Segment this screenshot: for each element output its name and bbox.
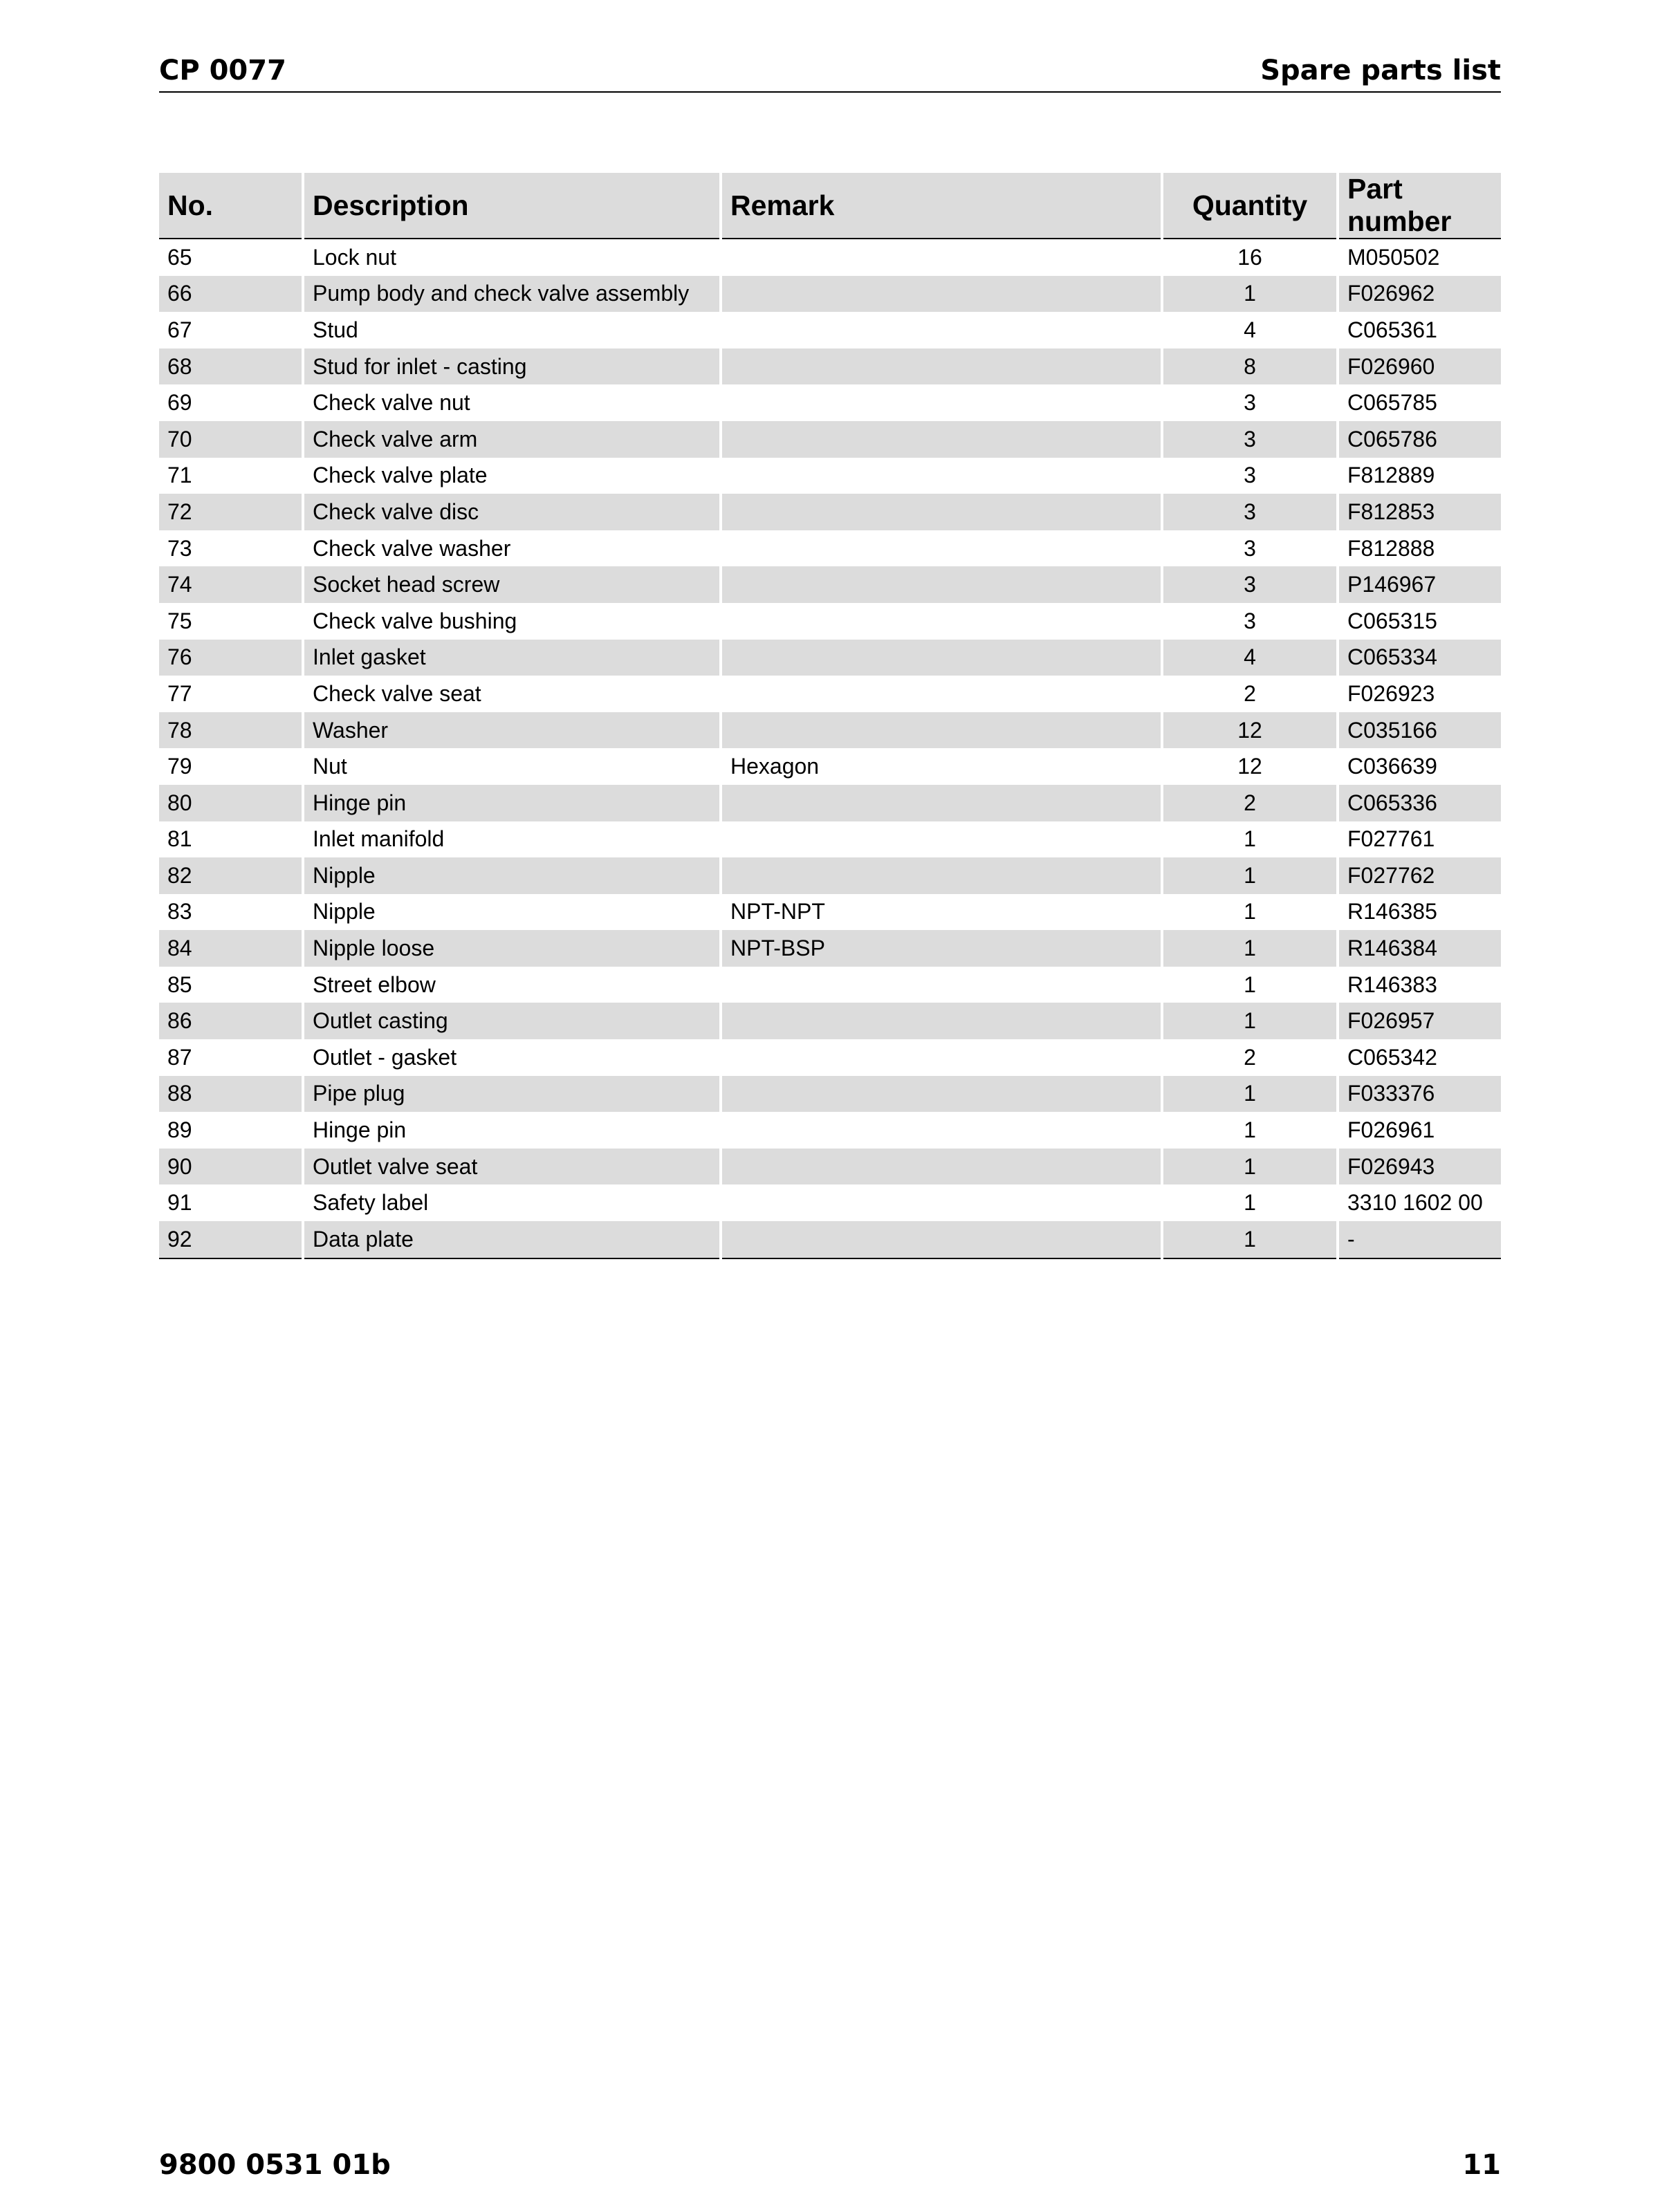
cell-description: Check valve nut bbox=[303, 384, 721, 421]
cell-remark bbox=[721, 857, 1162, 894]
cell-remark bbox=[721, 676, 1162, 712]
cell-description: Street elbow bbox=[303, 967, 721, 1003]
cell-part-number: C065315 bbox=[1347, 608, 1437, 633]
table-row bbox=[159, 640, 1501, 676]
cell-part-number: R146385 bbox=[1347, 899, 1437, 924]
table-row bbox=[159, 676, 1501, 712]
cell-description: Nipple bbox=[303, 857, 721, 894]
cell-description: Hinge pin bbox=[303, 1112, 721, 1149]
table-row bbox=[159, 348, 1501, 385]
table-row bbox=[159, 1076, 1501, 1113]
cell-quantity: 3 bbox=[1162, 566, 1338, 603]
cell-part-number: F026957 bbox=[1338, 1003, 1501, 1039]
cell-quantity: 2 bbox=[1162, 785, 1338, 821]
cell-no: 84 bbox=[159, 930, 303, 967]
cell-description: Pipe plug bbox=[303, 1076, 721, 1113]
cell-remark bbox=[721, 1039, 1162, 1076]
cell-part-number: F026960 bbox=[1338, 348, 1501, 385]
cell-description: Lock nut bbox=[303, 239, 721, 276]
cell-description: Check valve plate bbox=[303, 458, 721, 494]
cell-part-number: C065336 bbox=[1338, 785, 1501, 821]
cell-part-number: F812889 bbox=[1347, 463, 1435, 488]
column-header-part-number: Part number bbox=[1338, 173, 1501, 239]
cell-remark bbox=[721, 384, 1162, 421]
table-row bbox=[159, 1112, 1501, 1149]
cell-no: 86 bbox=[159, 1003, 303, 1039]
cell-part-number: P146967 bbox=[1338, 566, 1501, 603]
cell-remark bbox=[721, 603, 1162, 640]
page-number: 11 bbox=[1462, 2149, 1501, 2181]
cell-no: 80 bbox=[159, 785, 303, 821]
table-row bbox=[159, 967, 1501, 1003]
cell-description: Safety label bbox=[303, 1184, 721, 1221]
cell-part-number: F026962 bbox=[1338, 276, 1501, 313]
cell-description: Stud bbox=[303, 312, 721, 348]
cell-remark bbox=[721, 312, 1162, 348]
table-row bbox=[159, 785, 1501, 821]
cell-remark bbox=[721, 494, 1162, 530]
cell-part-number: C065786 bbox=[1338, 421, 1501, 458]
cell-part-number: F812888 bbox=[1347, 535, 1435, 561]
cell-remark bbox=[721, 821, 1162, 858]
table-row bbox=[159, 894, 1501, 931]
cell-part-number: F033376 bbox=[1338, 1076, 1501, 1113]
cell-remark: NPT-BSP bbox=[721, 930, 1162, 967]
cell-part-number: C065334 bbox=[1338, 640, 1501, 676]
cell-part-number: C036639 bbox=[1347, 754, 1437, 779]
cell-no: 65 bbox=[159, 239, 303, 276]
cell-no: 88 bbox=[159, 1076, 303, 1113]
cell-part-number: F027762 bbox=[1338, 857, 1501, 894]
cell-remark bbox=[721, 348, 1162, 385]
cell-no: 87 bbox=[159, 1039, 303, 1076]
table-row bbox=[159, 1221, 1501, 1258]
cell-description: Socket head screw bbox=[303, 566, 721, 603]
cell-no: 72 bbox=[159, 494, 303, 530]
cell-description: Inlet gasket bbox=[303, 640, 721, 676]
document-number: 9800 0531 01b bbox=[159, 2149, 391, 2181]
cell-description: Check valve arm bbox=[303, 421, 721, 458]
cell-no: 75 bbox=[159, 603, 303, 640]
cell-no: 77 bbox=[159, 676, 303, 712]
column-header-description: Description bbox=[303, 173, 721, 239]
cell-no: 78 bbox=[159, 712, 303, 749]
cell-description: Stud for inlet - casting bbox=[303, 348, 721, 385]
cell-no: 67 bbox=[159, 312, 303, 348]
table-header-row bbox=[159, 173, 1501, 239]
cell-remark bbox=[721, 1076, 1162, 1113]
cell-part-number: R146383 bbox=[1347, 972, 1437, 997]
cell-quantity: 1 bbox=[1162, 930, 1338, 967]
cell-quantity: 1 bbox=[1162, 894, 1338, 931]
cell-quantity: 1 bbox=[1162, 1149, 1338, 1185]
cell-quantity: 12 bbox=[1162, 712, 1338, 749]
column-header-remark: Remark bbox=[721, 173, 1162, 239]
cell-remark bbox=[721, 1112, 1162, 1149]
cell-description: Washer bbox=[303, 712, 721, 749]
table-body bbox=[159, 239, 1501, 1258]
cell-quantity: 1 bbox=[1162, 857, 1338, 894]
cell-quantity: 4 bbox=[1162, 312, 1338, 348]
cell-description: Nipple bbox=[303, 894, 721, 931]
cell-quantity: 12 bbox=[1162, 748, 1338, 785]
cell-quantity: 3 bbox=[1162, 603, 1338, 640]
cell-part-number: C065342 bbox=[1347, 1044, 1437, 1070]
cell-remark bbox=[721, 421, 1162, 458]
table-row bbox=[159, 1003, 1501, 1039]
cell-part-number: 3310 1602 00 bbox=[1347, 1190, 1483, 1216]
page-header bbox=[159, 50, 1501, 93]
cell-no: 81 bbox=[159, 821, 303, 858]
cell-quantity: 1 bbox=[1162, 1221, 1338, 1258]
table-row bbox=[159, 712, 1501, 749]
table-row bbox=[159, 1039, 1501, 1076]
cell-remark: NPT-NPT bbox=[721, 894, 1162, 931]
cell-remark bbox=[721, 712, 1162, 749]
column-header-quantity: Quantity bbox=[1162, 173, 1338, 239]
cell-quantity: 1 bbox=[1162, 276, 1338, 313]
cell-no: 74 bbox=[159, 566, 303, 603]
cell-remark bbox=[721, 1149, 1162, 1185]
cell-remark: Hexagon bbox=[721, 748, 1162, 785]
cell-quantity: 1 bbox=[1162, 1112, 1338, 1149]
table-row bbox=[159, 384, 1501, 421]
cell-remark bbox=[721, 458, 1162, 494]
cell-part-number: F027761 bbox=[1347, 826, 1435, 852]
table-row bbox=[159, 530, 1501, 567]
cell-description: Pump body and check valve assembly bbox=[303, 276, 721, 313]
cell-quantity: 8 bbox=[1162, 348, 1338, 385]
cell-no: 73 bbox=[159, 530, 303, 567]
section-title: Spare parts list bbox=[1260, 55, 1501, 86]
document-code: CP 0077 bbox=[159, 55, 286, 86]
cell-description: Nut bbox=[303, 748, 721, 785]
table-row bbox=[159, 494, 1501, 530]
table-row bbox=[159, 821, 1501, 858]
table-row bbox=[159, 930, 1501, 967]
table-row bbox=[159, 239, 1501, 276]
cell-quantity: 1 bbox=[1162, 821, 1338, 858]
table-row bbox=[159, 603, 1501, 640]
cell-part-number: F026923 bbox=[1347, 680, 1435, 706]
table-row bbox=[159, 566, 1501, 603]
cell-remark bbox=[721, 530, 1162, 567]
cell-remark bbox=[721, 1184, 1162, 1221]
table-row bbox=[159, 1184, 1501, 1221]
cell-part-number: C035166 bbox=[1338, 712, 1501, 749]
column-header-no: No. bbox=[159, 173, 303, 239]
cell-quantity: 1 bbox=[1162, 1003, 1338, 1039]
cell-part-number: - bbox=[1338, 1221, 1501, 1258]
cell-description: Inlet manifold bbox=[303, 821, 721, 858]
table-row bbox=[159, 748, 1501, 785]
cell-quantity: 16 bbox=[1162, 239, 1338, 276]
cell-quantity: 1 bbox=[1162, 1076, 1338, 1113]
table-row bbox=[159, 276, 1501, 313]
cell-no: 90 bbox=[159, 1149, 303, 1185]
cell-part-number: C065785 bbox=[1347, 390, 1437, 416]
cell-no: 71 bbox=[159, 458, 303, 494]
cell-description: Check valve disc bbox=[303, 494, 721, 530]
cell-description: Nipple loose bbox=[303, 930, 721, 967]
cell-no: 89 bbox=[159, 1112, 303, 1149]
cell-part-number: F026961 bbox=[1347, 1117, 1435, 1143]
cell-description: Check valve seat bbox=[303, 676, 721, 712]
cell-no: 70 bbox=[159, 421, 303, 458]
cell-part-number: F026943 bbox=[1338, 1149, 1501, 1185]
cell-remark bbox=[721, 566, 1162, 603]
cell-quantity: 2 bbox=[1162, 1039, 1338, 1076]
cell-description: Outlet valve seat bbox=[303, 1149, 721, 1185]
cell-no: 91 bbox=[159, 1184, 303, 1221]
cell-part-number: R146384 bbox=[1338, 930, 1501, 967]
cell-remark bbox=[721, 640, 1162, 676]
cell-quantity: 3 bbox=[1162, 530, 1338, 567]
cell-no: 82 bbox=[159, 857, 303, 894]
cell-quantity: 3 bbox=[1162, 458, 1338, 494]
cell-description: Check valve bushing bbox=[303, 603, 721, 640]
cell-remark bbox=[721, 276, 1162, 313]
table-row bbox=[159, 312, 1501, 348]
spare-parts-table bbox=[159, 173, 1501, 1259]
cell-quantity: 3 bbox=[1162, 421, 1338, 458]
cell-no: 85 bbox=[159, 967, 303, 1003]
cell-no: 79 bbox=[159, 748, 303, 785]
cell-no: 76 bbox=[159, 640, 303, 676]
cell-description: Data plate bbox=[303, 1221, 721, 1258]
cell-part-number: F812853 bbox=[1338, 494, 1501, 530]
cell-quantity: 1 bbox=[1162, 1184, 1338, 1221]
cell-quantity: 4 bbox=[1162, 640, 1338, 676]
cell-no: 92 bbox=[159, 1221, 303, 1258]
cell-no: 68 bbox=[159, 348, 303, 385]
cell-description: Outlet casting bbox=[303, 1003, 721, 1039]
cell-quantity: 1 bbox=[1162, 967, 1338, 1003]
cell-description: Hinge pin bbox=[303, 785, 721, 821]
cell-no: 66 bbox=[159, 276, 303, 313]
cell-part-number: C065361 bbox=[1347, 317, 1437, 342]
cell-quantity: 3 bbox=[1162, 494, 1338, 530]
cell-remark bbox=[721, 785, 1162, 821]
cell-remark bbox=[721, 1221, 1162, 1258]
cell-remark bbox=[721, 967, 1162, 1003]
cell-no: 83 bbox=[159, 894, 303, 931]
table-row bbox=[159, 1149, 1501, 1185]
table-row bbox=[159, 458, 1501, 494]
table-row bbox=[159, 857, 1501, 894]
cell-part-number: M050502 bbox=[1347, 244, 1440, 270]
cell-description: Check valve washer bbox=[303, 530, 721, 567]
cell-description: Outlet - gasket bbox=[303, 1039, 721, 1076]
cell-remark bbox=[721, 239, 1162, 276]
cell-no: 69 bbox=[159, 384, 303, 421]
cell-remark bbox=[721, 1003, 1162, 1039]
cell-quantity: 2 bbox=[1162, 676, 1338, 712]
table-row bbox=[159, 421, 1501, 458]
cell-quantity: 3 bbox=[1162, 384, 1338, 421]
